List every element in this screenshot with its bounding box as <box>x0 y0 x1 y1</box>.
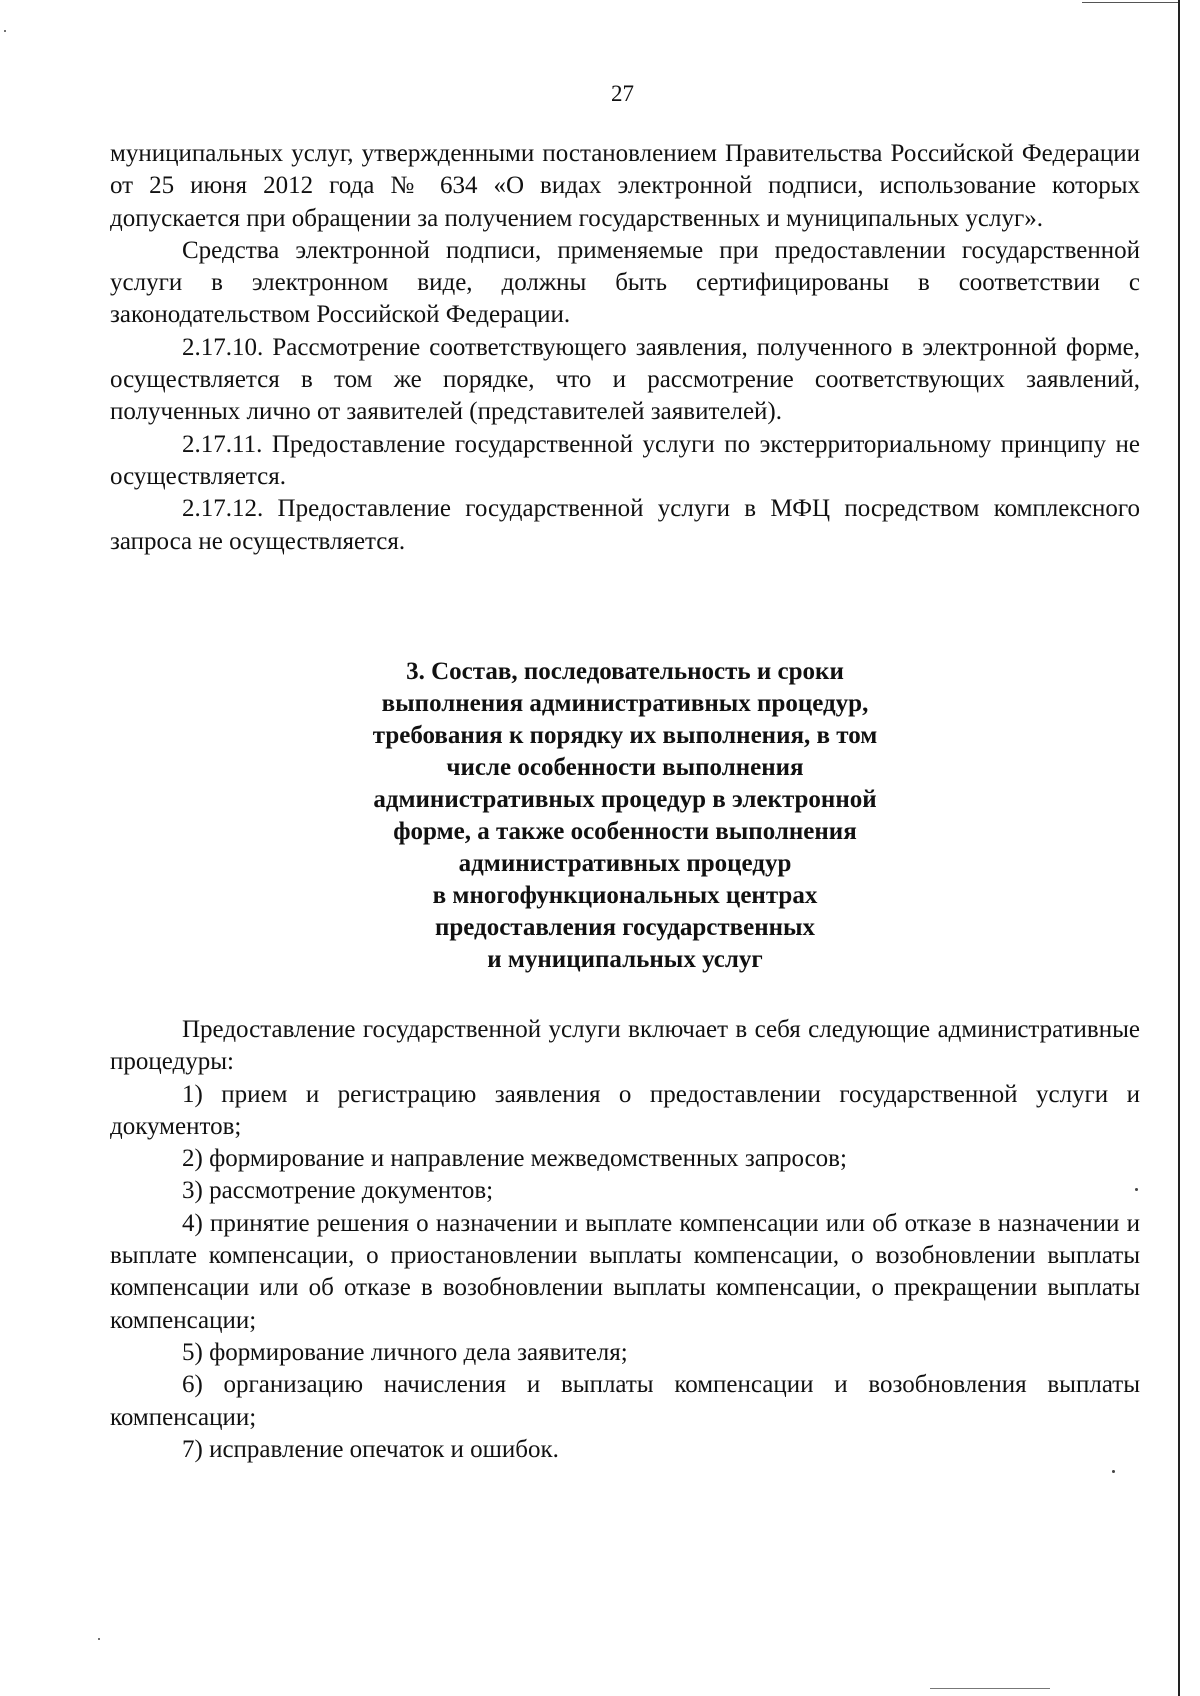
heading-line: выполнения административных процедур, <box>381 690 869 717</box>
heading-line: числе особенности выполнения <box>446 754 804 781</box>
heading-line: и муниципальных услуг <box>487 946 763 973</box>
list-item: 6) организацию начисления и выплаты компенсации и возобновления выплаты компенсации; <box>110 1371 1140 1431</box>
heading-line: форме, а также особенности выполнения <box>393 818 857 845</box>
list-item: 2) формирование и направление межведомственных запросов; <box>182 1145 847 1173</box>
heading-line: предоставления государственных <box>434 914 816 941</box>
list-item: 1) прием и регистрацию заявления о предоставлении государственной услуги и документов; <box>110 1080 1140 1140</box>
list-item: 7) исправление опечаток и ошибок. <box>182 1435 559 1463</box>
heading-line: 3. Состав, последовательность и сроки <box>406 658 844 685</box>
scan-speck <box>1135 1188 1138 1191</box>
list-item: 4) принятие решения о назначении и выплате компенсации или об отказе в назначении и выплате компенсации, о приостановлении выплаты компенсации, о возобновлении выплаты компенсации или об отказе в возобновлении выплаты компенсации, о прекращении выплаты компенсации; <box>110 1209 1140 1334</box>
list-item: 3) рассмотрение документов; <box>182 1177 494 1205</box>
page-number: 27 <box>611 81 634 106</box>
heading-line: административных процедур в электронной <box>373 786 877 813</box>
heading-line: административных процедур <box>458 850 792 877</box>
scan-speck <box>98 1638 100 1640</box>
heading-line: в многофункциональных центрах <box>432 882 818 909</box>
page-edge-right <box>1178 0 1180 1696</box>
heading-line: требования к порядку их выполнения, в том <box>372 722 878 749</box>
paragraph-procedures-intro: Предоставление государственной услуги включает в себя следующие административные процедуры: <box>110 1016 1140 1076</box>
paragraph-signature-means: Средства электронной подписи, применяемые при предоставлении государственной услуги в электронном виде, должны быть сертифицированы в соответствии с законодательством Российской Федерации. <box>110 236 1140 329</box>
body-text-top <box>110 138 1140 558</box>
body-text-bottom <box>110 1014 1140 1466</box>
paragraph-2-17-10: 2.17.10. Рассмотрение соответствующего заявления, полученного в электронной форме, осуществляется в том же порядке, что и рассмотрение соответствующих заявлений, полученных лично от заявителей (представителей заявителей). <box>110 333 1140 426</box>
paragraph-2-17-11: 2.17.11. Предоставление государственной услуги по экстерриториальному принципу не осуществляется. <box>110 430 1140 490</box>
paragraph-continuation: муниципальных услуг, утвержденными постановлением Правительства Российской Федерации от 25 июня 2012 года № 634 «О видах электронной подписи, использование которых допускается при обращении за получением государственных и муниципальных услуг». <box>110 140 1140 232</box>
scan-speck <box>1112 1470 1115 1473</box>
list-item: 5) формирование личного дела заявителя; <box>182 1338 628 1366</box>
scan-speck <box>4 30 6 32</box>
section-heading <box>300 656 950 976</box>
paragraph-2-17-12: 2.17.12. Предоставление государственной услуги в МФЦ посредством комплексного запроса не осуществляется. <box>110 495 1140 555</box>
scan-line <box>930 1688 1050 1689</box>
page-edge-top <box>1082 2 1180 3</box>
